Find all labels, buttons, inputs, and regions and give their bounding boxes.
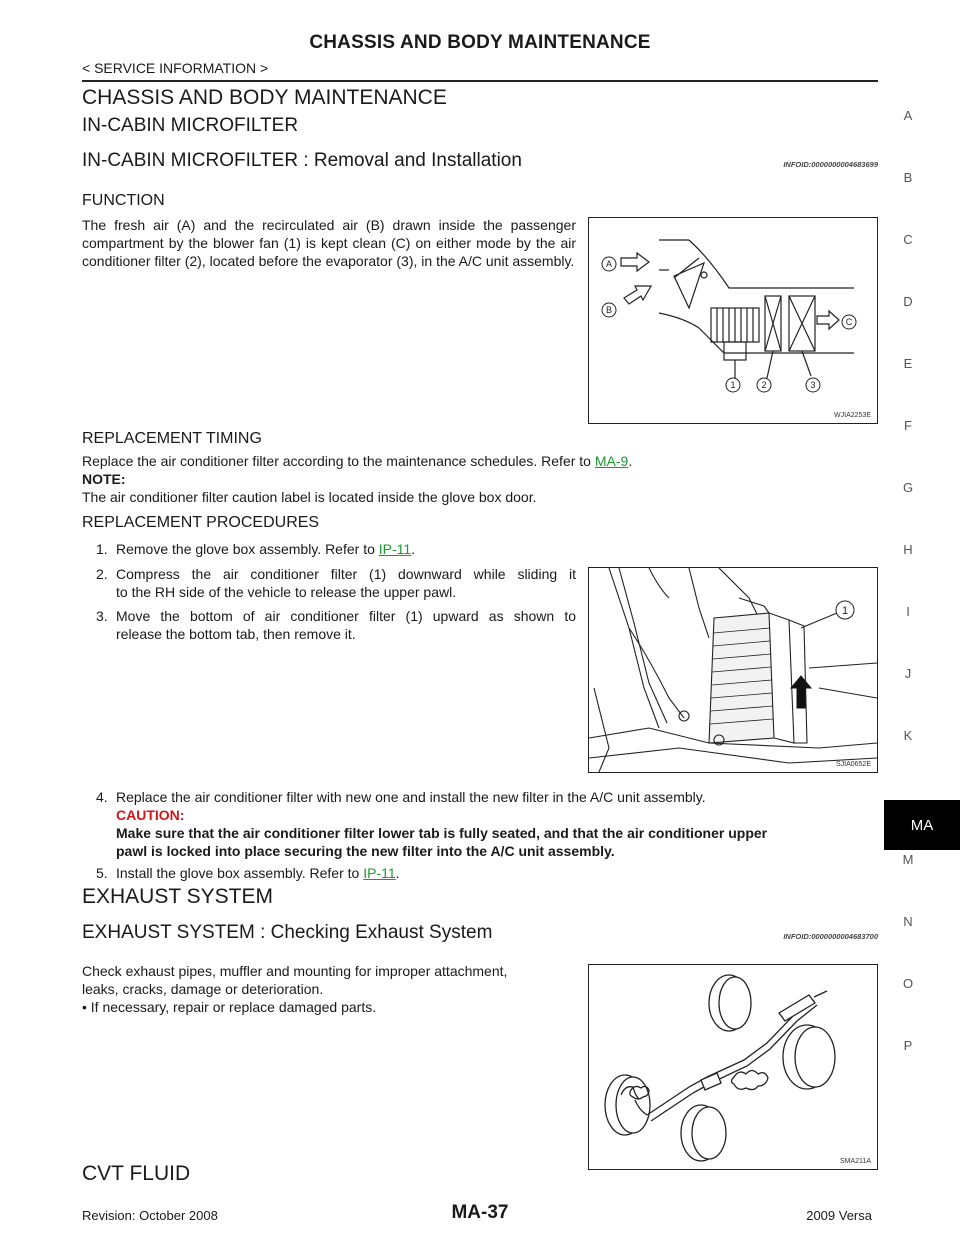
step-5-end: . <box>395 865 400 881</box>
note-label: NOTE: <box>82 471 126 487</box>
note-text: The air conditioner filter caution label is located inside the glove box door. <box>82 489 537 505</box>
exhaust-line-1: Check exhaust pipes, muffler and mounting for improper attachment, <box>82 963 508 979</box>
footer-page-number: MA-37 <box>451 1202 509 1223</box>
step-5-number: 5. <box>96 865 108 881</box>
exhaust-subheading: EXHAUST SYSTEM : Checking Exhaust System <box>82 922 493 943</box>
page-header-title: CHASSIS AND BODY MAINTENANCE <box>309 32 651 53</box>
step-2-number: 2. <box>96 566 108 582</box>
side-index-d[interactable]: D <box>903 294 913 309</box>
function-heading: FUNCTION <box>82 192 165 209</box>
timing-text-row <box>82 452 878 470</box>
side-index-g[interactable]: G <box>902 480 914 495</box>
step-1-number: 1. <box>96 541 108 557</box>
step-2 <box>96 565 576 601</box>
exhaust-illustration <box>589 965 877 1169</box>
caution-line-2: pawl is locked into place securing the new filter into the A/C unit assembly. <box>116 843 615 859</box>
footer-model: 2009 Versa <box>806 1208 872 1223</box>
label-a: A <box>605 259 613 269</box>
step-3-line-1: Move the bottom of air conditioner filter (1) upward as shown to <box>116 608 576 624</box>
label-1: 1 <box>730 380 736 390</box>
step-3 <box>96 607 576 643</box>
step-4-number: 4. <box>96 789 108 805</box>
footer-revision: Revision: October 2008 <box>82 1208 218 1223</box>
link-ip-11-b[interactable]: IP-11 <box>363 865 396 881</box>
step-4-text: Replace the air conditioner filter with new one and install the new filter in the A/C unit assembly. <box>116 789 706 805</box>
label-b: B <box>605 305 613 315</box>
link-ip-11-a[interactable]: IP-11 <box>378 541 412 557</box>
caution-label: CAUTION: <box>116 807 185 823</box>
exhaust-bullet: • If necessary, repair or replace damaged parts. <box>82 999 377 1015</box>
timing-text: Replace the air conditioner filter according to the maintenance schedules. Refer to <box>82 453 595 469</box>
microfilter-heading: IN-CABIN MICROFILTER <box>82 115 299 136</box>
side-index-j[interactable]: J <box>904 666 912 681</box>
caution-line-1: Make sure that the air conditioner filter lower tab is fully seated, and that the air conditioner upper <box>116 825 768 841</box>
side-index-m[interactable]: M <box>902 852 914 867</box>
breadcrumb: < SERVICE INFORMATION > <box>82 60 269 76</box>
exhaust-heading: EXHAUST SYSTEM <box>82 885 273 908</box>
side-index-ma-active-tab[interactable]: MA <box>884 800 960 850</box>
figure-id-filter: SJIA0652E <box>835 761 871 768</box>
side-index-p[interactable]: P <box>903 1038 913 1053</box>
microfilter-infoid: INFOID:0000000004683699 <box>783 160 878 169</box>
step-1-text: Remove the glove box assembly. Refer to <box>116 541 379 557</box>
link-ma-9[interactable]: MA-9 <box>594 453 629 469</box>
cvt-fluid-heading: CVT FLUID <box>82 1162 191 1185</box>
procedures-heading: REPLACEMENT PROCEDURES <box>82 514 320 531</box>
filter-label-1: 1 <box>841 605 849 617</box>
side-index-e[interactable]: E <box>903 356 913 371</box>
timing-heading: REPLACEMENT TIMING <box>82 430 262 447</box>
label-c: C <box>845 317 853 327</box>
side-index-i[interactable]: I <box>906 604 910 619</box>
side-index-b[interactable]: B <box>903 170 913 185</box>
exhaust-text <box>82 962 576 1016</box>
exhaust-subheading-row <box>82 922 878 944</box>
step-4 <box>96 788 878 868</box>
exhaust-line-2: leaks, cracks, damage or deterioration. <box>82 981 324 997</box>
figure-id-exhaust: SMA211A <box>840 1158 871 1165</box>
step-2-line-2: to the RH side of the vehicle to release the upper pawl. <box>116 584 457 600</box>
side-index-n[interactable]: N <box>903 914 913 929</box>
section-title: CHASSIS AND BODY MAINTENANCE <box>82 86 447 109</box>
figure-id-airflow: WJIA2253E <box>834 412 871 419</box>
airflow-diagram-figure <box>588 217 878 424</box>
label-3: 3 <box>810 380 816 390</box>
step-3-number: 3. <box>96 608 108 624</box>
side-index-a[interactable]: A <box>903 108 913 123</box>
label-2: 2 <box>761 380 767 390</box>
step-2-line-1: Compress the air conditioner filter (1) downward while sliding it <box>116 566 576 582</box>
header-rule <box>82 80 878 82</box>
microfilter-subheading-row <box>82 150 878 172</box>
side-index-c[interactable]: C <box>903 232 913 247</box>
side-index-h[interactable]: H <box>903 542 913 557</box>
exhaust-figure <box>588 964 878 1170</box>
side-index-f[interactable]: F <box>904 418 912 433</box>
microfilter-subheading: IN-CABIN MICROFILTER : Removal and Installation <box>82 150 522 171</box>
function-text: The fresh air (A) and the recirculated air (B) drawn inside the passenger compartment by the blower fan (1) is kept clean (C) on either mode by the air conditioner filter (2), located before the evaporator (3), in the A/C unit assembly. <box>82 217 576 269</box>
exhaust-infoid: INFOID:0000000004683700 <box>783 932 878 941</box>
airflow-diagram <box>589 218 877 423</box>
timing-text-end: . <box>628 453 633 469</box>
filter-removal-figure <box>588 567 878 773</box>
step-5-text: Install the glove box assembly. Refer to <box>116 865 364 881</box>
filter-removal-illustration <box>589 568 877 772</box>
step-3-line-2: release the bottom tab, then remove it. <box>116 626 356 642</box>
side-index-o[interactable]: O <box>902 976 914 991</box>
step-1-end: . <box>411 541 416 557</box>
side-index-k[interactable]: K <box>903 728 913 743</box>
